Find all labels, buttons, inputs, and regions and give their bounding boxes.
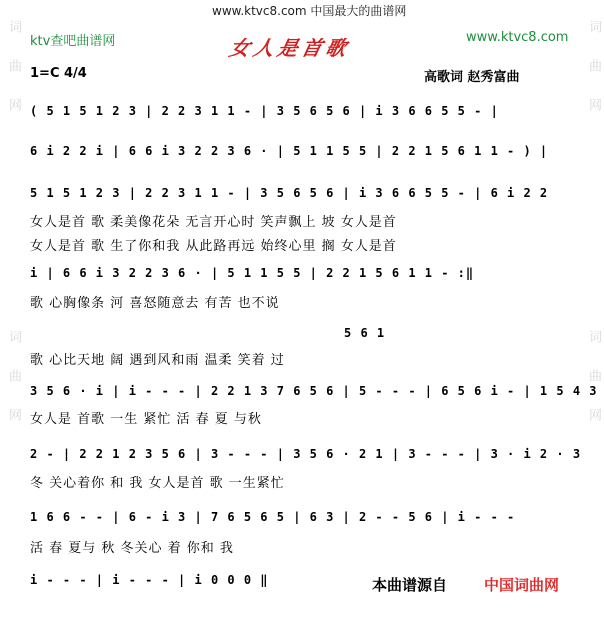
notation-line: 1 6 6 - - | 6 - i 3 | 7 6 5 6 5 | 6 3 | 2 - - 5 6 | i - - - <box>30 510 516 524</box>
lyric-line: 活 春 夏与 秋 冬关心 着 你和 我 <box>30 541 234 556</box>
site-name-left: ktv查吧曲谱网 <box>30 34 116 49</box>
watermark-right-2: 词曲网 <box>586 330 601 447</box>
lyric-line: 冬 关心着你 和 我 女人是首 歌 一生紧忙 <box>30 476 285 491</box>
notation-line: 5 6 1 <box>344 326 386 340</box>
lyric-line: 歌 心胸像条 河 喜怒随意去 有苦 也不说 <box>30 296 280 311</box>
lyric-line: 女人是首 歌 生了你和我 从此路再远 始终心里 搁 女人是首 <box>30 239 397 254</box>
lyric-line: 歌 心比天地 阔 遇到风和雨 温柔 笑着 过 <box>30 353 285 368</box>
song-title: 女人是首歌 <box>227 36 353 60</box>
notation-line: ( 5 1 5 1 2 3 | 2 2 3 1 1 - | 3 5 6 5 6 | i 3 6 6 5 5 - | <box>30 104 499 118</box>
lyric-line: 女人是 首歌 一生 紧忙 活 春 夏 与秋 <box>30 412 262 427</box>
watermark-left-2: 词曲网 <box>6 330 21 447</box>
source-label: 本曲谱源自 <box>372 576 448 594</box>
source-brand: 中国词曲网 <box>484 576 560 594</box>
site-tagline: www.ktvc8.com 中国最大的曲谱网 <box>212 4 407 18</box>
notation-line: 5 1 5 1 2 3 | 2 2 3 1 1 - | 3 5 6 5 6 | i 3 6 6 5 5 - | 6 i 2 2 <box>30 186 549 200</box>
site-url-right: www.ktvc8.com <box>466 30 569 45</box>
notation-line: i | 6 6 i 3 2 2 3 6 · | 5 1 1 5 5 | 2 2 1 5 6 1 1 - :‖ <box>30 266 475 280</box>
notation-line: 2 - | 2 2 1 2 3 5 6 | 3 - - - | 3 5 6 · 2 1 | 3 - - - | 3 · i 2 · 3 <box>30 447 582 461</box>
notation-line: 3 5 6 · i | i - - - | 2 2 1 3 7 6 5 6 | 5 - - - | 6 5 6 i - | 1 5 4 3 <box>30 384 598 398</box>
lyric-line: 女人是首 歌 柔美像花朵 无言开心时 笑声飘上 坡 女人是首 <box>30 215 397 230</box>
watermark-right: 词曲网 <box>586 20 601 137</box>
notation-line: i - - - | i - - - | i 0 0 0 ‖ <box>30 573 269 587</box>
song-credits: 高歌词 赵秀富曲 <box>424 70 520 85</box>
notation-line: 6 i 2 2 i | 6 6 i 3 2 2 3 6 · | 5 1 1 5 5 | 2 2 1 5 6 1 1 - ) | <box>30 144 549 158</box>
watermark-left: 词曲网 <box>6 20 21 137</box>
key-signature: 1=C 4/4 <box>30 66 87 81</box>
